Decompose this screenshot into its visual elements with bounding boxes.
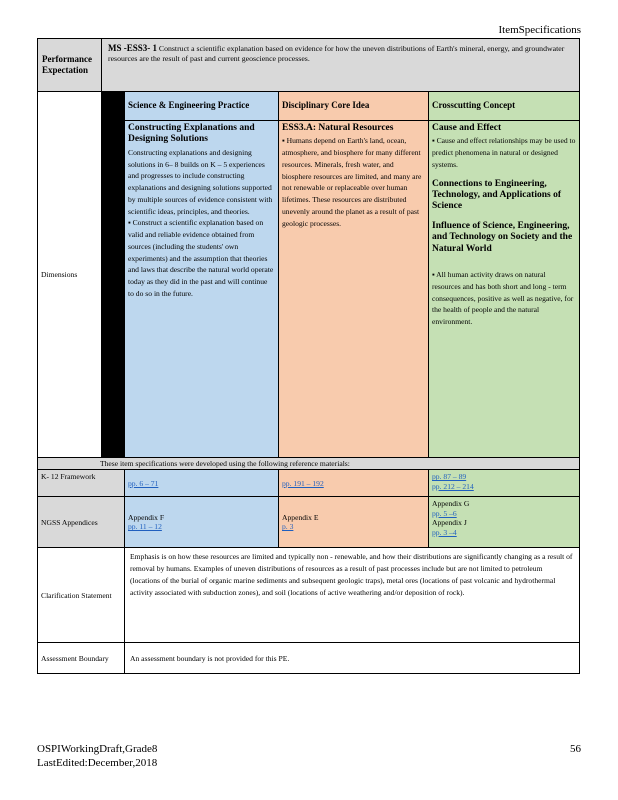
sep-bullet-text: Construct a scientific explanation based on valid and reliable evidence obtained from sources (including the students' own experiments) and the assumption that theories and laws that describe the natural world operate today as they did in the past and will continue to do so in the future.	[128, 218, 274, 298]
assessment-text: An assessment boundary is not provided for this PE.	[125, 643, 580, 674]
clarification-text: Emphasis is on how these resources are limited and typically non - renewable, and how their distributions are significantly changing as a result of removal by humans. Examples of uneven distributions of resources as a result of past processes include but are not limited to petroleum (locations of the burial of organic marine sediments and subsequent geologic traps), metal ores (locations of past volcanic and hydrothermal activity associated with subduction zones), and soil (locations of active weathering and/or deposition of rock).	[125, 548, 580, 643]
ngss-sep-appendix: Appendix F	[128, 513, 165, 522]
ngss-ccc	[429, 497, 580, 548]
sep-column-header: Science & Engineering Practice	[125, 92, 279, 121]
ngss-ccc-link-2[interactable]: pp. 3 –4	[432, 527, 457, 537]
ccc-title-connections: Connections to Engineering, Technology, and Applications of Science	[432, 178, 561, 212]
item-specification-table	[37, 38, 580, 674]
ngss-row	[38, 497, 580, 548]
k12-sep	[125, 470, 279, 497]
dimension-header-row	[38, 92, 580, 121]
sep-title: Constructing Explanations and Designing Solutions	[128, 123, 255, 145]
sep-content	[125, 121, 279, 458]
reference-intro-row	[38, 458, 580, 470]
sep-intro: Constructing explanations and designing solutions in 6– 8 builds on K – 5 experiences and progresses to include constructing explanations and designing solutions supported by multiple sources of evidence consistent with scientific ideas, principles, and theories.	[128, 147, 273, 216]
reference-intro-text: These item specifications were developed using the following reference materials:	[100, 459, 350, 468]
ngss-ccc-appendix-2: Appendix J	[432, 518, 467, 528]
dci-content	[279, 121, 429, 458]
sep-bullet: ▪ Construct a scientific explanation based on valid and reliable evidence obtained from sources (including the students' own experiments) and the assumption that theories and laws that describe the natural world operate today as they did in the past and will continue to do so in the future.	[128, 218, 274, 298]
ccc-content	[429, 121, 580, 458]
assessment-label: Assessment Boundary	[38, 643, 125, 674]
pe-cell	[102, 39, 580, 92]
k12-row	[38, 470, 580, 497]
ccc-column-header: Crosscutting Concept	[429, 92, 580, 121]
ccc-bullet-cause: ▪ Cause and effect relationships may be used to predict phenomena in natural or designed systems.	[432, 136, 576, 169]
dimensions-label: Dimensions	[38, 92, 102, 458]
page-header-title: ItemSpecifications	[498, 24, 581, 36]
ngss-sep	[125, 497, 279, 548]
ngss-dci-link[interactable]: p. 3	[282, 522, 294, 532]
ngss-dci	[279, 497, 429, 548]
pe-row	[38, 39, 580, 92]
dci-title: ESS3.A: Natural Resources	[282, 123, 394, 133]
k12-label: K- 12 Framework	[38, 470, 125, 497]
clarification-row	[38, 548, 580, 643]
pe-code: MS -ESS3- 1	[108, 43, 158, 53]
footer-line-2: LastEdited:December,2018	[37, 757, 158, 769]
ngss-label: NGSS Appendices	[38, 497, 125, 548]
reference-intro	[38, 458, 580, 470]
assessment-row	[38, 643, 580, 674]
footer-line-1: OSPIWorkingDraft,Grade8	[37, 743, 158, 755]
ccc-bullet-cause-text: Cause and effect relationships may be used to predict phenomena in natural or designed systems.	[432, 136, 576, 169]
clarification-label: Clarification Statement	[38, 548, 125, 643]
k12-dci-link[interactable]: pp. 191 – 192	[282, 478, 324, 488]
k12-sep-link[interactable]: pp. 6 – 71	[128, 478, 159, 488]
ccc-bullet-influence-text: All human activity draws on natural resources and has both short and long - term consequences, positive as well as negative, for the health of people and the natural environment.	[432, 270, 574, 327]
pe-label: Performance Expectation	[38, 39, 102, 92]
pe-text: Construct a scientific explanation based on evidence for how the uneven distributions of Earth's mineral, energy, and groundwater resources are the result of past and current geoscience processes.	[108, 44, 565, 64]
k12-ccc-link-1[interactable]: pp. 87 – 89	[432, 472, 467, 482]
k12-dci	[279, 470, 429, 497]
dci-column-header: Disciplinary Core Idea	[279, 92, 429, 121]
ngss-ccc-appendix-1: Appendix G	[432, 499, 470, 509]
dci-bullet: ▪ Humans depend on Earth's land, ocean, atmosphere, and biosphere for many different resources. Minerals, fresh water, and biosphere resources are limited, and many are not renewable or replaceable over human lifetimes. These resources are distributed unevenly around the planet as a result of past geologic processes.	[282, 136, 422, 228]
black-bar	[102, 92, 125, 458]
ccc-bullet-influence: ▪ All human activity draws on natural resources and has both short and long - term consequences, positive as well as negative, for the health of people and the natural environment.	[432, 270, 574, 327]
dci-bullet-text: Humans depend on Earth's land, ocean, atmosphere, and biosphere for many different resources. Minerals, fresh water, and biosphere resources are limited, and many are not renewable or replaceable over human lifetimes. These resources are distributed unevenly around the planet as a result of past geologic processes.	[282, 136, 422, 228]
page-number: 56	[570, 743, 581, 755]
ccc-title-influence: Influence of Science, Engineering, and Technology on Society and the Natural World	[432, 220, 573, 254]
ngss-ccc-link-1[interactable]: pp. 5 –6	[432, 508, 457, 518]
ngss-sep-link[interactable]: pp. 11 – 12	[128, 522, 162, 532]
k12-ccc	[429, 470, 580, 497]
k12-ccc-link-2[interactable]: pp. 212 – 214	[432, 481, 474, 491]
ngss-dci-appendix: Appendix E	[282, 513, 319, 522]
ccc-title-cause: Cause and Effect	[432, 123, 502, 133]
